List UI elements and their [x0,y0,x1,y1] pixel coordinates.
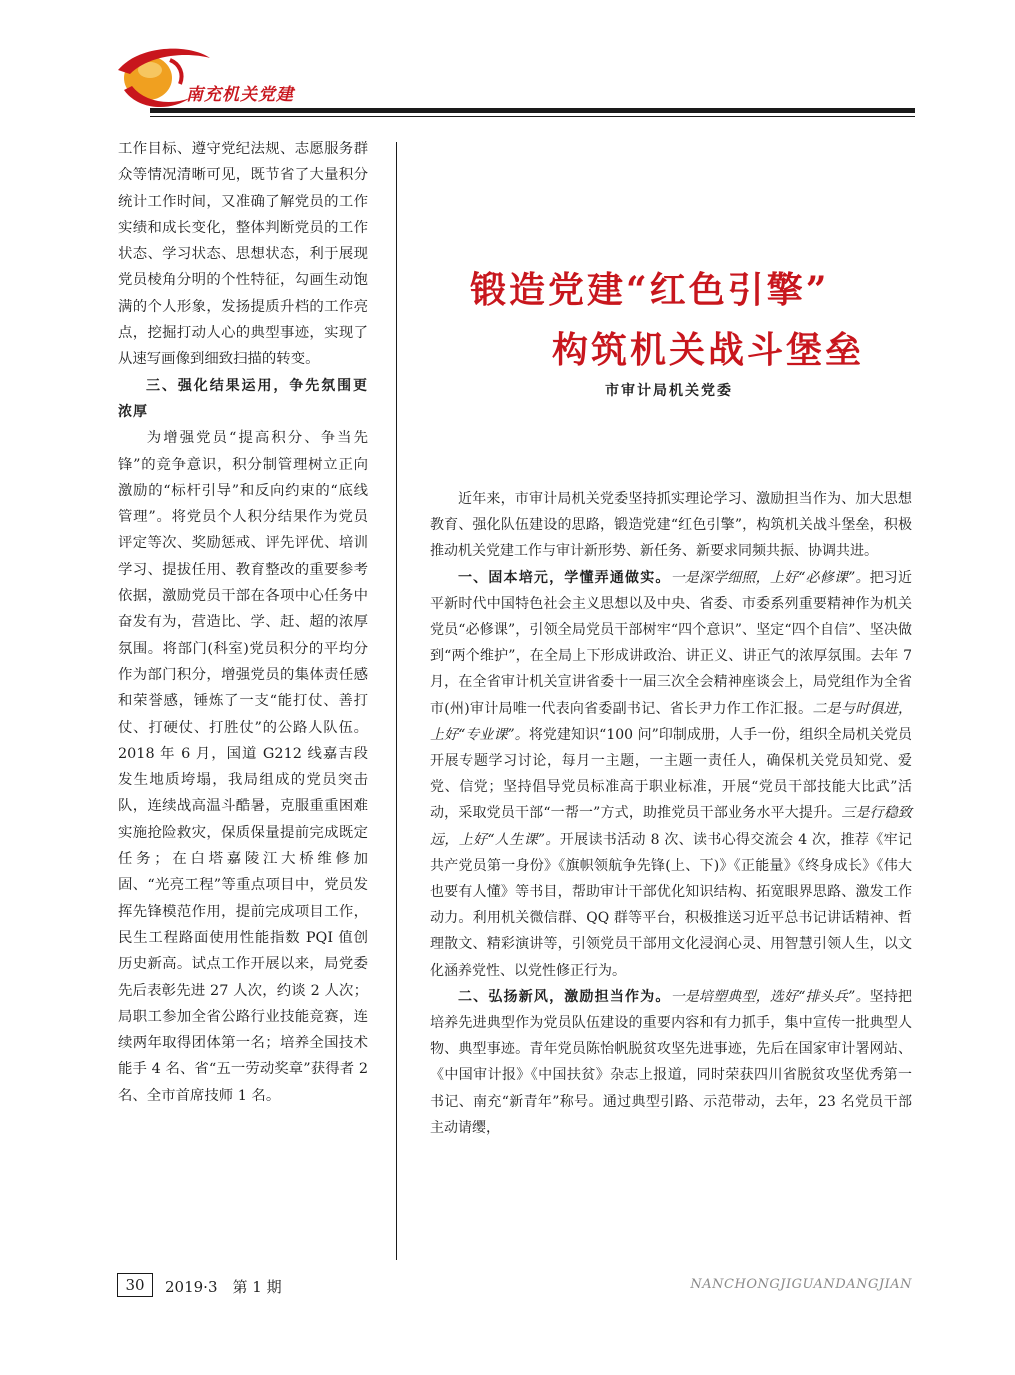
left-paragraph-1: 工作目标、遵守党纪法规、志愿服务群众等情况清晰可见，既节省了大量积分统计工作时间，又准确了解党员的工作实绩和成长变化，整体判断党员的工作状态、学习状态、思想状态，利于展现党员棱角分明的个性特征，勾画生动饱满的个人形象，发扬提质升档的工作亮点，挖掘打动人心的典型事迹，实现了从速写画像到细致扫描的转变。 [118,141,368,368]
issue-label: 2019·3 第 1 期 [165,1278,282,1296]
section-1-sub-1: 一是深学细照，上好“必修课”。 [670,569,870,586]
publication-name-english: NANCHONGJIGUANDANGJIAN [690,1277,912,1292]
section-2-heading: 二、弘扬新风，激励担当作为。 [458,988,671,1005]
left-paragraph-2: 为增强党员“提高积分、争当先锋”的竞争意识，积分制管理树立正向激励的“标杆引导”和反向约束的“底线管理”。将党员个人积分结果作为党员评定等次、奖励惩戒、评先评优、培训学习、提拔任用、教育整改的重要参考依据，激励党员干部在各项中心任务中奋发有为，营造比、学、赶、超的浓厚氛围。将部门(科室)党员积分的平均分作为部门积分，增强党员的集体责任感和荣誉感，锤炼了一支“能打仗、善打仗、打硬仗、打胜仗”的公路人队伍。2018 年 6 月，国道 G212 线嘉吉段发生地质垮塌，我局组成的党员突击队，连续战高温斗酷暑，克服重重困难实施抢险救灾，保质保量提前完成既定任务；在白塔嘉陵江大桥维修加固、“光亮工程”等重点项目中，党员发挥先锋模范作用，提前完成项目工作，民生工程路面使用性能指数 PQI 值创历史新高。试点工作开展以来，局党委先后表彰先进 27 人次，约谈 2 人次；局职工参加全省公路行业技能竞赛，连续两年取得团体第一名；培养全国技术能手 4 名、省“五一劳动奖章”获得者 2 名、全市首席技师 1 名。 [118,430,368,1104]
section-1-sub-2: 二是与时俱进，上好“专业课”。 [430,700,912,743]
masthead-title: 南充机关党建 [186,85,294,105]
article-title-line-1: 锻造党建“红色引擎” [470,269,830,311]
section-1-heading: 一、固本培元，学懂弄通做实。 [458,569,671,586]
section-1-text-2: 将党建知识“100 问”印制成册，人手一份，组织全局机关党员开展专题学习讨论，每月一主题，一主题一责任人，确保机关党员知党、爱党、信党；坚持倡导党员标准高于职业标准，开展“党员干部技能大比武”活动，采取党员干部“一帮一”方式，助推党员干部业务水平大提升。 [430,726,912,822]
article-intro: 近年来，市审计局机关党委坚持抓实理论学习、激励担当作为、加大思想教育、强化队伍建设的思路，锻造党建“红色引擎”，构筑机关战斗堡垒，积极推动机关党建工作与审计新形势、新任务、新要求同频共振、协调共进。 [430,491,912,560]
column-divider [396,142,397,1260]
section-1-sub-3: 三是行稳致远，上好“人生课”。 [430,805,912,848]
page-number: 30 [117,1273,153,1297]
section-heading-3: 三、强化结果运用，争先氛围更浓厚 [118,377,368,420]
section-2-paragraph [430,984,912,1141]
header-rule-thin [150,116,915,117]
page-header [0,0,1015,120]
section-2-sub-1: 一是培塑典型，选好“排头兵”。 [670,988,870,1005]
right-column [430,486,912,1141]
page-footer [0,1265,1015,1315]
article-title-line-2: 构筑机关战斗堡垒 [552,329,865,371]
left-column [118,136,368,1109]
article-author: 市审计局机关党委 [605,383,733,399]
section-1-text-1: 把习近平新时代中国特色社会主义思想以及中央、省委、市委系列重要精神作为机关党员“必修课”，引领全局党员干部树牢“四个意识”、坚定“四个自信”、坚决做到“两个维护”，在全局上下形成讲政治、讲正义、讲正气的浓厚氛围。去年 7 月，在全省审计机关宣讲省委十一届三次全会精神座谈会上，局党组作为全省市(州)审计局唯一代表向省委副书记、省长尹力作工作汇报。 [430,569,912,717]
header-rule-thick [150,108,915,113]
section-2-text-1: 坚持把培养先进典型作为党员队伍建设的重要内容和有力抓手，集中宣传一批典型人物、典型事迹。青年党员陈怡帆脱贫攻坚先进事迹，先后在国家审计署网站、《中国审计报》《中国扶贫》杂志上报道，同时荣获四川省脱贫攻坚优秀第一书记、南充“新青年”称号。通过典型引路、示范带动，去年，23 名党员干部主动请缨， [430,988,912,1136]
section-1-paragraph [430,565,912,984]
section-1-text-3: 开展读书活动 8 次、读书心得交流会 4 次，推荐《牢记共产党员第一身份》《旗帜领航争先锋(上、下)》《正能量》《终身成长》《伟大也要有人懂》等书目，帮助审计干部优化知识结构、拓宽眼界思路、激发工作动力。利用机关微信群、QQ 群等平台，积极推送习近平总书记讲话精神、哲理散文、精彩演讲等，引领党员干部用文化浸润心灵、用智慧引领人生，以文化涵养党性、以党性修正行为。 [430,831,912,979]
